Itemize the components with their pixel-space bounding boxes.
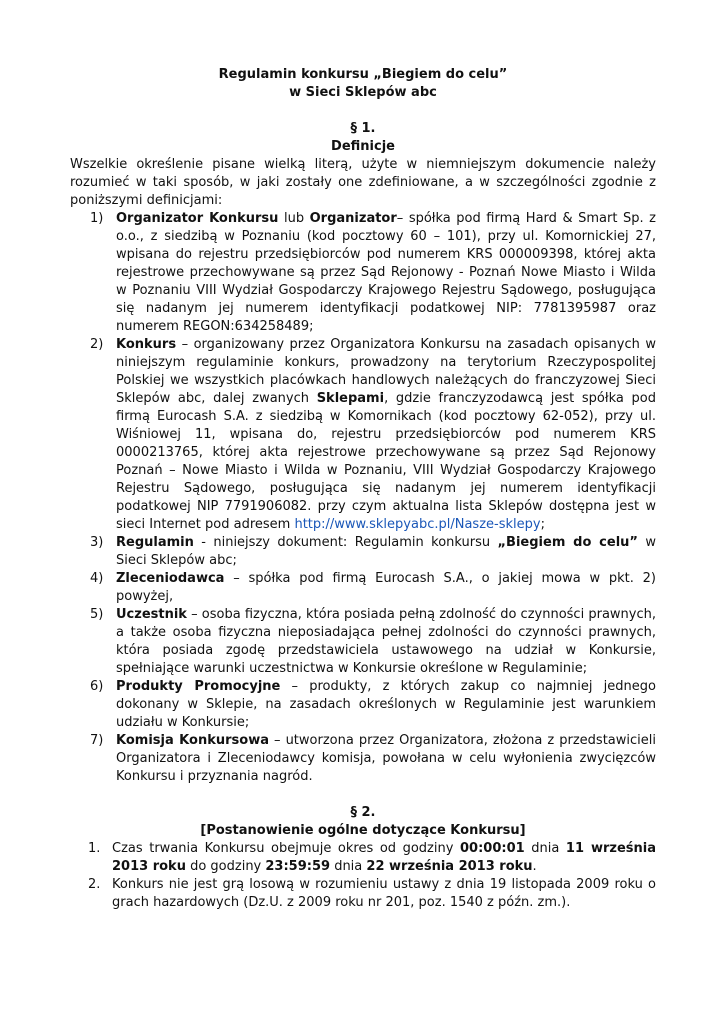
end-date: 22 września 2013 roku <box>366 859 533 874</box>
list-number: 5) <box>90 607 104 622</box>
section-1-heading: Definicje <box>331 139 395 154</box>
definition-text: lub <box>278 211 310 226</box>
list-number: 7) <box>90 733 104 748</box>
definition-text: - niniejszy dokument: Regulamin konkursu <box>193 535 498 550</box>
provision-text: dnia <box>330 859 367 874</box>
term-promo-products: Produkty Promocyjne <box>116 679 281 694</box>
definition-item-committee <box>70 732 656 786</box>
document-title-line-2: w Sieci Sklepów abc <box>289 85 437 100</box>
definition-text: – osoba fizyczna, która posiada pełną zdolność do czynności prawnych, a także osoba fizyczna nieposiadająca pełnej zdolności do czynności prawnych, która posiada zgodę przedstawiciela ustawowego na udział w Konkursie, spełniające warunki uczestnictwa w Konkursie określone w Regulaminie; <box>116 607 656 676</box>
section-1-number: § 1. <box>350 121 376 136</box>
term-client: Zleceniodawca <box>116 571 225 586</box>
term-organizer: Organizator <box>309 211 397 226</box>
definition-item-client <box>70 570 656 606</box>
definition-item-contest <box>70 336 656 534</box>
contest-name: „Biegiem do celu” <box>497 535 638 550</box>
section-2-number: § 2. <box>350 805 376 820</box>
definition-item-organizer <box>70 210 656 336</box>
list-number: 2. <box>88 877 101 892</box>
term-shops: Sklepami <box>316 391 385 406</box>
definition-text: – utworzona przez Organizatora, złożona z przedstawicieli Organizatora i Zleceniodawcy komisja, powołana w celu wyłonienia zwycięzców Konkursu i przyznania nagród. <box>116 733 656 784</box>
provision-text: do godziny <box>185 859 266 874</box>
definition-text: , gdzie franczyzodawcą jest spółka pod firmą Eurocash S.A. z siedzibą w Komornikach (kod pocztowy 62-052), przy ul. Wiśniowej 11, wpisana do, rejestru przedsiębiorców pod numerem KRS 0000213765, której akta rejestrowe przechowywane są przez Sąd Rejonowy Poznań – Nowe Miasto i Wilda w Poznaniu, VIII Wydział Gospodarczy Krajowego Rejestru Sądowego, posługująca się nadanym jej numerem identyfikacji podatkowej NIP 7791906082. przy czym aktualna lista Sklepów dostępna jest w sieci Internet pod adresem <box>116 391 656 532</box>
definition-text: – organizowany przez Organizatora Konkursu na zasadach opisanych w niniejszym regulaminie konkurs, prowadzony na terytorium Rzeczypospolitej Polskiej we wszystkich placówkach handlowych należących do franczyzowej Sieci Sklepów abc, dalej zwanych <box>116 337 656 406</box>
definition-text: – spółka pod firmą Eurocash S.A., o jakiej mowa w pkt. 2) powyżej, <box>116 571 656 604</box>
term-contest: Konkurs <box>116 337 177 352</box>
provision-item-duration <box>70 840 656 876</box>
list-number: 1. <box>88 841 101 856</box>
provision-text: . <box>532 859 537 874</box>
section-1-intro: Wszelkie określenie pisane wielką literą, użyte w niemniejszym dokumencie należy rozumieć w taki sposób, w jaki zostały one zdefiniowane, a w szczególności zgodnie z poniższymi definicjami: <box>70 157 656 208</box>
term-participant: Uczestnik <box>116 607 187 622</box>
list-number: 6) <box>90 679 104 694</box>
definition-text: w Sieci Sklepów abc; <box>116 535 656 568</box>
end-time: 23:59:59 <box>265 859 331 874</box>
start-time: 00:00:01 <box>460 841 525 856</box>
list-number: 1) <box>90 211 104 226</box>
term-regulations: Regulamin <box>116 535 194 550</box>
definition-text: – spółka pod firmą Hard & Smart Sp. z o.o., z siedzibą w Poznaniu (kod pocztowy 60 – 101), przy ul. Komornickiej 27, wpisana do rejestru przedsiębiorców pod numerem KRS 000009398, której akta rejestrowe przechowywane są przez Sąd Rejonowy - Poznań Nowe Miasto i Wilda w Poznaniu VIII Wydział Gospodarczy Krajowego Rejestru Sądowego, posługująca się nadanym jej numerem identyfikacji podatkowej NIP: 7781395987 oraz numerem REGON:634258489; <box>116 211 656 334</box>
section-2-heading: [Postanowienie ogólne dotyczące Konkursu] <box>200 823 526 838</box>
start-date: 11 września 2013 roku <box>112 841 656 874</box>
shops-list-link[interactable]: http://www.sklepyabc.pl/Nasze-sklepy <box>294 517 541 532</box>
definition-item-regulations <box>70 534 656 570</box>
definitions-list <box>70 210 656 786</box>
general-provisions-list <box>70 840 656 912</box>
provision-item-not-gambling <box>70 876 656 912</box>
definition-item-participant <box>70 606 656 678</box>
list-number: 3) <box>90 535 104 550</box>
provision-text: dnia <box>524 841 566 856</box>
definition-text: – produkty, z których zakup co najmniej jednego dokonany w Sklepie, na zasadach określonych w Regulaminie jest warunkiem udziału w Konkursie; <box>116 679 656 730</box>
provision-text: Czas trwania Konkursu obejmuje okres od godziny <box>112 841 460 856</box>
document-page <box>70 66 656 912</box>
definition-item-promo-products <box>70 678 656 732</box>
provision-text: Konkurs nie jest grą losową w rozumieniu ustawy z dnia 19 listopada 2009 roku o grach hazardowych (Dz.U. z 2009 roku nr 201, poz. 1540 z późn. zm.). <box>112 877 656 910</box>
definition-text: ; <box>540 517 545 532</box>
list-number: 2) <box>90 337 104 352</box>
document-title-line-1: Regulamin konkursu „Biegiem do celu” <box>218 67 508 82</box>
term-committee: Komisja Konkursowa <box>116 733 269 748</box>
list-number: 4) <box>90 571 104 586</box>
term-organizer-contest: Organizator Konkursu <box>116 211 279 226</box>
